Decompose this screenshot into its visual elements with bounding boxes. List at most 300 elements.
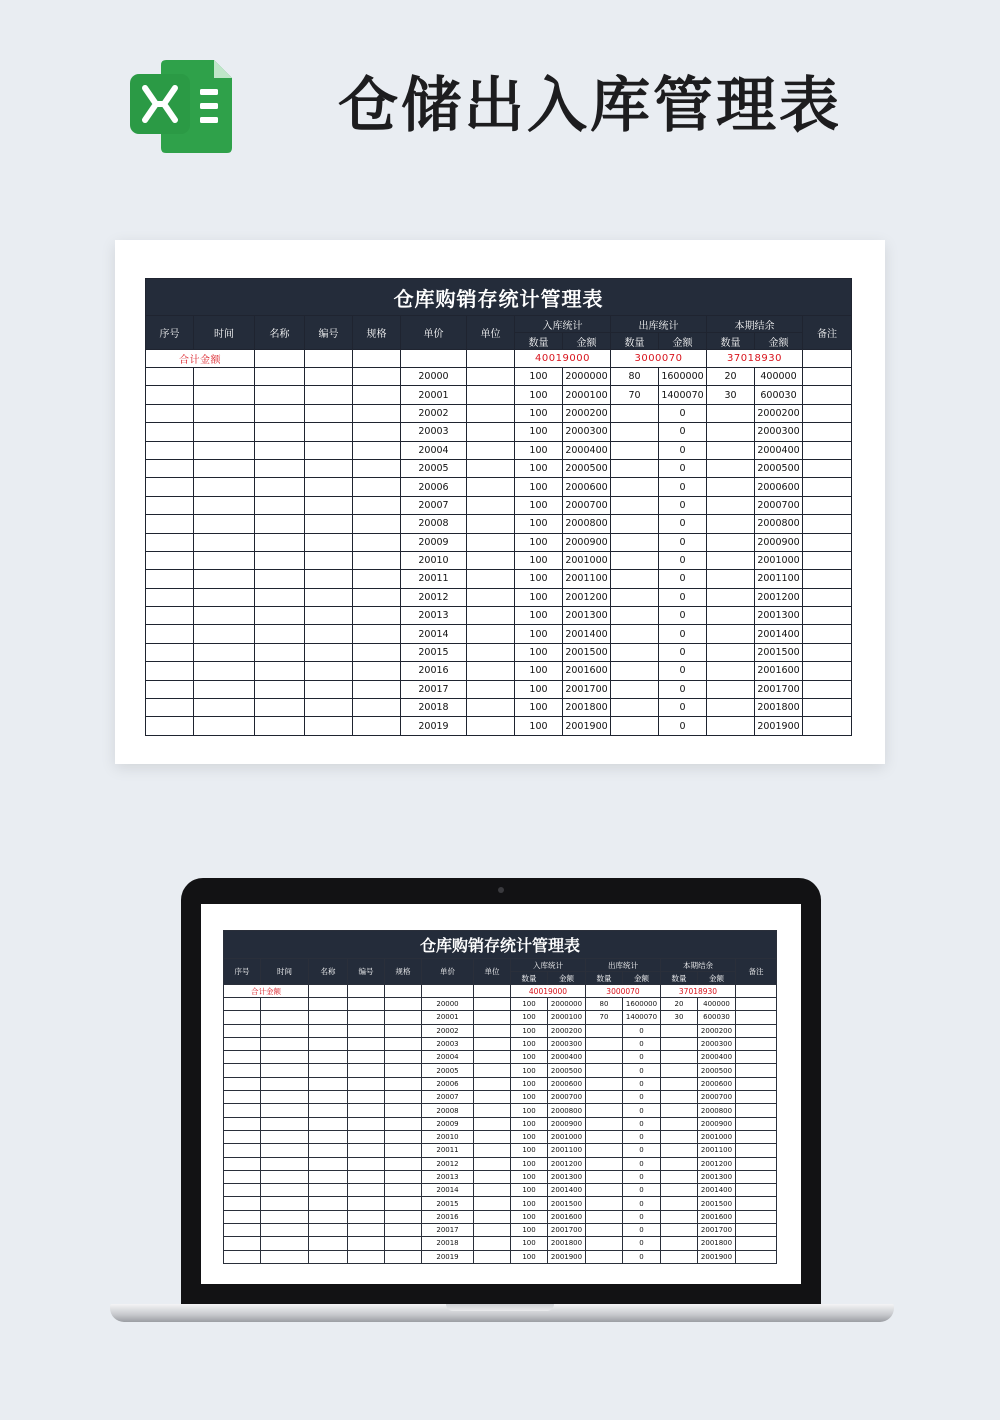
cell-seq[interactable] <box>146 423 194 441</box>
cell-spec[interactable] <box>353 643 401 661</box>
cell-spec[interactable] <box>353 459 401 477</box>
cell-in-amount[interactable]: 2001900 <box>563 717 611 735</box>
cell-bal-amount[interactable]: 2000900 <box>755 533 803 551</box>
cell-note[interactable] <box>803 533 852 551</box>
cell-unit[interactable] <box>467 643 515 661</box>
cell-code[interactable] <box>305 386 353 404</box>
cell-code[interactable] <box>305 478 353 496</box>
cell-in-amount[interactable]: 2001000 <box>563 551 611 569</box>
cell-bal-amount[interactable]: 2000500 <box>755 459 803 477</box>
cell-in-amount[interactable]: 2001800 <box>563 699 611 717</box>
cell-seq[interactable] <box>146 533 194 551</box>
cell-note[interactable] <box>803 717 852 735</box>
cell-seq[interactable] <box>146 570 194 588</box>
cell-note[interactable] <box>803 643 852 661</box>
cell-bal-qty[interactable] <box>707 680 755 698</box>
cell-spec[interactable] <box>353 515 401 533</box>
cell-seq[interactable] <box>146 607 194 625</box>
cell-time[interactable] <box>194 717 255 735</box>
cell-in-qty[interactable]: 100 <box>515 496 563 514</box>
cell-out-qty[interactable] <box>611 699 659 717</box>
mini-cell-time <box>261 1250 309 1263</box>
cell-out-qty[interactable]: 70 <box>611 386 659 404</box>
cell-spec[interactable] <box>353 386 401 404</box>
cell-out-amount[interactable]: 0 <box>659 570 707 588</box>
cell-name[interactable] <box>255 699 305 717</box>
cell-in-qty[interactable]: 100 <box>515 607 563 625</box>
cell-bal-amount[interactable]: 2001200 <box>755 588 803 606</box>
cell-note[interactable] <box>803 368 852 386</box>
cell-seq[interactable] <box>146 478 194 496</box>
cell-bal-qty[interactable]: 20 <box>707 368 755 386</box>
cell[interactable] <box>353 350 401 368</box>
cell-seq[interactable] <box>146 368 194 386</box>
cell-in-amount[interactable]: 2000800 <box>563 515 611 533</box>
cell-name[interactable] <box>255 496 305 514</box>
cell-unit[interactable] <box>467 441 515 459</box>
cell-time[interactable] <box>194 643 255 661</box>
cell-time[interactable] <box>194 533 255 551</box>
cell-out-amount[interactable]: 0 <box>659 515 707 533</box>
cell-price[interactable]: 20009 <box>401 533 467 551</box>
cell-code[interactable] <box>305 496 353 514</box>
cell-price[interactable]: 20003 <box>401 423 467 441</box>
cell-unit[interactable] <box>467 515 515 533</box>
cell-unit[interactable] <box>467 368 515 386</box>
cell-in-qty[interactable]: 100 <box>515 643 563 661</box>
cell-time[interactable] <box>194 625 255 643</box>
cell-spec[interactable] <box>353 496 401 514</box>
cell-note[interactable] <box>803 404 852 422</box>
cell-time[interactable] <box>194 588 255 606</box>
cell-name[interactable] <box>255 423 305 441</box>
cell-out-amount[interactable]: 0 <box>659 459 707 477</box>
cell-in-qty[interactable]: 100 <box>515 533 563 551</box>
cell-bal-qty[interactable] <box>707 404 755 422</box>
cell-out-amount[interactable]: 0 <box>659 717 707 735</box>
cell-time[interactable] <box>194 662 255 680</box>
cell-out-amount[interactable]: 1400070 <box>659 386 707 404</box>
cell-code[interactable] <box>305 662 353 680</box>
cell-unit[interactable] <box>467 607 515 625</box>
cell-bal-qty[interactable] <box>707 441 755 459</box>
cell-out-amount[interactable]: 0 <box>659 588 707 606</box>
cell-price[interactable]: 20008 <box>401 515 467 533</box>
cell-in-amount[interactable]: 2001700 <box>563 680 611 698</box>
cell-in-amount[interactable]: 2000200 <box>563 404 611 422</box>
cell-unit[interactable] <box>467 551 515 569</box>
cell-out-amount[interactable]: 0 <box>659 496 707 514</box>
cell-seq[interactable] <box>146 699 194 717</box>
cell-spec[interactable] <box>353 551 401 569</box>
cell-time[interactable] <box>194 699 255 717</box>
cell-time[interactable] <box>194 423 255 441</box>
cell-out-qty[interactable] <box>611 625 659 643</box>
cell-price[interactable]: 20015 <box>401 643 467 661</box>
mini-cell-note <box>736 1091 777 1104</box>
cell-out-qty[interactable] <box>611 551 659 569</box>
cell-price[interactable]: 20017 <box>401 680 467 698</box>
cell-out-amount[interactable]: 0 <box>659 607 707 625</box>
cell-seq[interactable] <box>146 662 194 680</box>
cell-out-qty[interactable] <box>611 515 659 533</box>
cell-unit[interactable] <box>467 625 515 643</box>
cell-in-amount[interactable]: 2001100 <box>563 570 611 588</box>
cell-price[interactable]: 20011 <box>401 570 467 588</box>
cell-code[interactable] <box>305 699 353 717</box>
cell-code[interactable] <box>305 680 353 698</box>
cell-price[interactable]: 20013 <box>401 607 467 625</box>
cell-name[interactable] <box>255 368 305 386</box>
cell-bal-qty[interactable] <box>707 717 755 735</box>
cell-bal-amount[interactable]: 2001500 <box>755 643 803 661</box>
cell-out-amount[interactable]: 0 <box>659 625 707 643</box>
cell[interactable] <box>305 350 353 368</box>
cell-out-amount[interactable]: 0 <box>659 441 707 459</box>
cell-seq[interactable] <box>146 717 194 735</box>
cell-spec[interactable] <box>353 570 401 588</box>
cell-bal-qty[interactable] <box>707 643 755 661</box>
cell-unit[interactable] <box>467 699 515 717</box>
cell-note[interactable] <box>803 478 852 496</box>
mini-cell-name <box>309 1011 348 1024</box>
cell-name[interactable] <box>255 533 305 551</box>
cell-name[interactable] <box>255 459 305 477</box>
cell-note[interactable] <box>803 386 852 404</box>
cell-note[interactable] <box>803 662 852 680</box>
cell-code[interactable] <box>305 441 353 459</box>
cell-seq[interactable] <box>146 404 194 422</box>
cell-in-qty[interactable]: 100 <box>515 515 563 533</box>
cell-bal-qty[interactable] <box>707 459 755 477</box>
cell-time[interactable] <box>194 441 255 459</box>
cell-time[interactable] <box>194 459 255 477</box>
mini-cell-seq <box>224 1157 261 1170</box>
mini-cell-seq <box>224 1210 261 1223</box>
mini-cell-code <box>348 998 385 1011</box>
cell-note[interactable] <box>803 459 852 477</box>
cell-price[interactable]: 20016 <box>401 662 467 680</box>
cell-bal-amount[interactable]: 2001100 <box>755 570 803 588</box>
mini-cell-out-qty <box>586 1037 623 1050</box>
cell-in-qty[interactable]: 100 <box>515 368 563 386</box>
mini-cell-out-amount: 0 <box>623 1051 661 1064</box>
cell-bal-qty[interactable] <box>707 588 755 606</box>
cell-seq[interactable] <box>146 386 194 404</box>
cell-name[interactable] <box>255 717 305 735</box>
table-row <box>146 386 852 404</box>
cell-in-amount[interactable]: 2000500 <box>563 459 611 477</box>
cell-unit[interactable] <box>467 386 515 404</box>
cell-bal-qty[interactable] <box>707 551 755 569</box>
cell-unit[interactable] <box>467 570 515 588</box>
cell-bal-amount[interactable]: 2001700 <box>755 680 803 698</box>
cell-out-amount[interactable]: 0 <box>659 478 707 496</box>
cell-spec[interactable] <box>353 717 401 735</box>
cell-bal-qty[interactable] <box>707 699 755 717</box>
cell-out-qty[interactable] <box>611 459 659 477</box>
cell-note[interactable] <box>803 551 852 569</box>
mini-col-seq: 序号 <box>224 959 261 985</box>
cell-out-qty[interactable] <box>611 496 659 514</box>
cell-out-amount[interactable]: 0 <box>659 680 707 698</box>
cell-note[interactable] <box>803 588 852 606</box>
cell-out-qty[interactable] <box>611 570 659 588</box>
cell-in-qty[interactable]: 100 <box>515 699 563 717</box>
cell-code[interactable] <box>305 570 353 588</box>
cell-out-amount[interactable]: 0 <box>659 699 707 717</box>
cell-code[interactable] <box>305 625 353 643</box>
cell-seq[interactable] <box>146 441 194 459</box>
cell-name[interactable] <box>255 570 305 588</box>
cell-spec[interactable] <box>353 588 401 606</box>
cell-code[interactable] <box>305 515 353 533</box>
cell-in-amount[interactable]: 2000900 <box>563 533 611 551</box>
cell[interactable] <box>401 350 467 368</box>
cell-bal-qty[interactable] <box>707 533 755 551</box>
cell-out-qty[interactable] <box>611 643 659 661</box>
cell-name[interactable] <box>255 643 305 661</box>
cell-out-qty[interactable] <box>611 588 659 606</box>
cell-bal-qty[interactable] <box>707 478 755 496</box>
cell-in-amount[interactable]: 2001600 <box>563 662 611 680</box>
cell-name[interactable] <box>255 478 305 496</box>
cell-spec[interactable] <box>353 625 401 643</box>
cell-code[interactable] <box>305 643 353 661</box>
cell-out-qty[interactable] <box>611 680 659 698</box>
cell-code[interactable] <box>305 588 353 606</box>
cell-in-amount[interactable]: 2001300 <box>563 607 611 625</box>
cell-out-amount[interactable]: 0 <box>659 662 707 680</box>
cell-spec[interactable] <box>353 441 401 459</box>
cell-code[interactable] <box>305 607 353 625</box>
cell-in-qty[interactable]: 100 <box>515 588 563 606</box>
cell-price[interactable]: 20001 <box>401 386 467 404</box>
cell-bal-amount[interactable]: 600030 <box>755 386 803 404</box>
cell-code[interactable] <box>305 368 353 386</box>
cell-code[interactable] <box>305 533 353 551</box>
cell-in-amount[interactable]: 2001500 <box>563 643 611 661</box>
mini-cell-bal-amount: 2001900 <box>698 1250 736 1263</box>
cell-out-amount[interactable]: 0 <box>659 533 707 551</box>
cell-in-qty[interactable]: 100 <box>515 551 563 569</box>
cell-out-qty[interactable] <box>611 533 659 551</box>
cell-note[interactable] <box>803 515 852 533</box>
cell-time[interactable] <box>194 515 255 533</box>
cell-bal-amount[interactable]: 2001800 <box>755 699 803 717</box>
cell-note[interactable] <box>803 680 852 698</box>
cell-note[interactable] <box>803 699 852 717</box>
cell-price[interactable]: 20002 <box>401 404 467 422</box>
cell-out-amount[interactable]: 0 <box>659 643 707 661</box>
cell-seq[interactable] <box>146 680 194 698</box>
cell-unit[interactable] <box>467 717 515 735</box>
mini-cell-note <box>736 1130 777 1143</box>
cell-price[interactable]: 20007 <box>401 496 467 514</box>
cell-name[interactable] <box>255 680 305 698</box>
cell-bal-qty[interactable] <box>707 423 755 441</box>
cell-bal-qty[interactable]: 30 <box>707 386 755 404</box>
cell-bal-qty[interactable] <box>707 570 755 588</box>
cell-price[interactable]: 20000 <box>401 368 467 386</box>
cell-time[interactable] <box>194 368 255 386</box>
cell-bal-amount[interactable]: 2000700 <box>755 496 803 514</box>
cell-out-qty[interactable] <box>611 607 659 625</box>
cell-bal-qty[interactable] <box>707 607 755 625</box>
cell-in-amount[interactable]: 2001400 <box>563 625 611 643</box>
cell-unit[interactable] <box>467 423 515 441</box>
cell-note[interactable] <box>803 570 852 588</box>
cell[interactable] <box>467 350 515 368</box>
cell-out-qty[interactable] <box>611 404 659 422</box>
cell[interactable] <box>255 350 305 368</box>
col-in-qty: 数量 <box>515 333 563 350</box>
cell-in-amount[interactable]: 2000600 <box>563 478 611 496</box>
cell-price[interactable]: 20019 <box>401 717 467 735</box>
cell-in-amount[interactable]: 2000000 <box>563 368 611 386</box>
cell-price[interactable]: 20006 <box>401 478 467 496</box>
cell-price[interactable]: 20012 <box>401 588 467 606</box>
cell-in-qty[interactable]: 100 <box>515 570 563 588</box>
cell-in-amount[interactable]: 2000700 <box>563 496 611 514</box>
cell-out-amount[interactable]: 0 <box>659 423 707 441</box>
cell-price[interactable]: 20018 <box>401 699 467 717</box>
cell-code[interactable] <box>305 404 353 422</box>
cell-name[interactable] <box>255 607 305 625</box>
cell-bal-qty[interactable] <box>707 662 755 680</box>
cell-name[interactable] <box>255 588 305 606</box>
cell-out-amount[interactable]: 0 <box>659 404 707 422</box>
cell-spec[interactable] <box>353 423 401 441</box>
cell-name[interactable] <box>255 441 305 459</box>
cell-in-qty[interactable]: 100 <box>515 680 563 698</box>
cell[interactable] <box>803 350 852 368</box>
cell-unit[interactable] <box>467 478 515 496</box>
cell-name[interactable] <box>255 386 305 404</box>
cell-name[interactable] <box>255 515 305 533</box>
cell-in-qty[interactable]: 100 <box>515 625 563 643</box>
cell-bal-amount[interactable]: 400000 <box>755 368 803 386</box>
cell-name[interactable] <box>255 404 305 422</box>
cell-time[interactable] <box>194 680 255 698</box>
cell-bal-amount[interactable]: 2000600 <box>755 478 803 496</box>
cell-bal-amount[interactable]: 2001000 <box>755 551 803 569</box>
cell-bal-qty[interactable] <box>707 515 755 533</box>
cell-price[interactable]: 20004 <box>401 441 467 459</box>
cell-unit[interactable] <box>467 680 515 698</box>
cell-code[interactable] <box>305 551 353 569</box>
cell-seq[interactable] <box>146 496 194 514</box>
cell-name[interactable] <box>255 662 305 680</box>
cell-in-qty[interactable]: 100 <box>515 423 563 441</box>
cell-price[interactable]: 20005 <box>401 459 467 477</box>
cell-time[interactable] <box>194 386 255 404</box>
cell-unit[interactable] <box>467 459 515 477</box>
cell-bal-amount[interactable]: 2000200 <box>755 404 803 422</box>
cell-seq[interactable] <box>146 625 194 643</box>
cell-bal-amount[interactable]: 2001900 <box>755 717 803 735</box>
cell-out-amount[interactable]: 0 <box>659 551 707 569</box>
cell-in-amount[interactable]: 2000100 <box>563 386 611 404</box>
cell-bal-amount[interactable]: 2001600 <box>755 662 803 680</box>
cell-seq[interactable] <box>146 459 194 477</box>
cell-spec[interactable] <box>353 662 401 680</box>
cell-bal-amount[interactable]: 2001300 <box>755 607 803 625</box>
cell-in-qty[interactable]: 100 <box>515 662 563 680</box>
cell-bal-amount[interactable]: 2000400 <box>755 441 803 459</box>
cell-in-qty[interactable]: 100 <box>515 459 563 477</box>
cell-spec[interactable] <box>353 533 401 551</box>
cell-out-qty[interactable] <box>611 717 659 735</box>
cell-time[interactable] <box>194 404 255 422</box>
cell-in-amount[interactable]: 2000300 <box>563 423 611 441</box>
cell-time[interactable] <box>194 478 255 496</box>
cell-seq[interactable] <box>146 551 194 569</box>
cell-code[interactable] <box>305 423 353 441</box>
cell-out-qty[interactable] <box>611 423 659 441</box>
cell-spec[interactable] <box>353 607 401 625</box>
cell-out-qty[interactable] <box>611 441 659 459</box>
cell-in-qty[interactable]: 100 <box>515 717 563 735</box>
cell-bal-amount[interactable]: 2001400 <box>755 625 803 643</box>
cell-note[interactable] <box>803 423 852 441</box>
cell-code[interactable] <box>305 717 353 735</box>
cell-unit[interactable] <box>467 662 515 680</box>
cell-bal-amount[interactable]: 2000300 <box>755 423 803 441</box>
cell-time[interactable] <box>194 570 255 588</box>
cell-note[interactable] <box>803 496 852 514</box>
cell-out-amount[interactable]: 1600000 <box>659 368 707 386</box>
cell-unit[interactable] <box>467 496 515 514</box>
cell-in-qty[interactable]: 100 <box>515 386 563 404</box>
cell-bal-qty[interactable] <box>707 625 755 643</box>
cell-unit[interactable] <box>467 404 515 422</box>
cell-time[interactable] <box>194 607 255 625</box>
cell-note[interactable] <box>803 441 852 459</box>
cell-spec[interactable] <box>353 699 401 717</box>
cell-seq[interactable] <box>146 515 194 533</box>
cell-time[interactable] <box>194 551 255 569</box>
cell-price[interactable]: 20014 <box>401 625 467 643</box>
cell-unit[interactable] <box>467 588 515 606</box>
cell-unit[interactable] <box>467 533 515 551</box>
cell-out-qty[interactable]: 80 <box>611 368 659 386</box>
cell-seq[interactable] <box>146 588 194 606</box>
cell-spec[interactable] <box>353 478 401 496</box>
cell-spec[interactable] <box>353 680 401 698</box>
cell-spec[interactable] <box>353 404 401 422</box>
cell-in-qty[interactable]: 100 <box>515 404 563 422</box>
cell-note[interactable] <box>803 607 852 625</box>
cell-out-qty[interactable] <box>611 478 659 496</box>
cell-bal-qty[interactable] <box>707 496 755 514</box>
cell-in-qty[interactable]: 100 <box>515 441 563 459</box>
cell-spec[interactable] <box>353 368 401 386</box>
cell-name[interactable] <box>255 551 305 569</box>
cell-out-qty[interactable] <box>611 662 659 680</box>
cell-in-qty[interactable]: 100 <box>515 478 563 496</box>
cell-code[interactable] <box>305 459 353 477</box>
cell-name[interactable] <box>255 625 305 643</box>
cell-bal-amount[interactable]: 2000800 <box>755 515 803 533</box>
cell-in-amount[interactable]: 2001200 <box>563 588 611 606</box>
cell-price[interactable]: 20010 <box>401 551 467 569</box>
cell-time[interactable] <box>194 496 255 514</box>
cell-note[interactable] <box>803 625 852 643</box>
cell-in-amount[interactable]: 2000400 <box>563 441 611 459</box>
cell-seq[interactable] <box>146 643 194 661</box>
mini-cell-unit <box>474 1064 511 1077</box>
